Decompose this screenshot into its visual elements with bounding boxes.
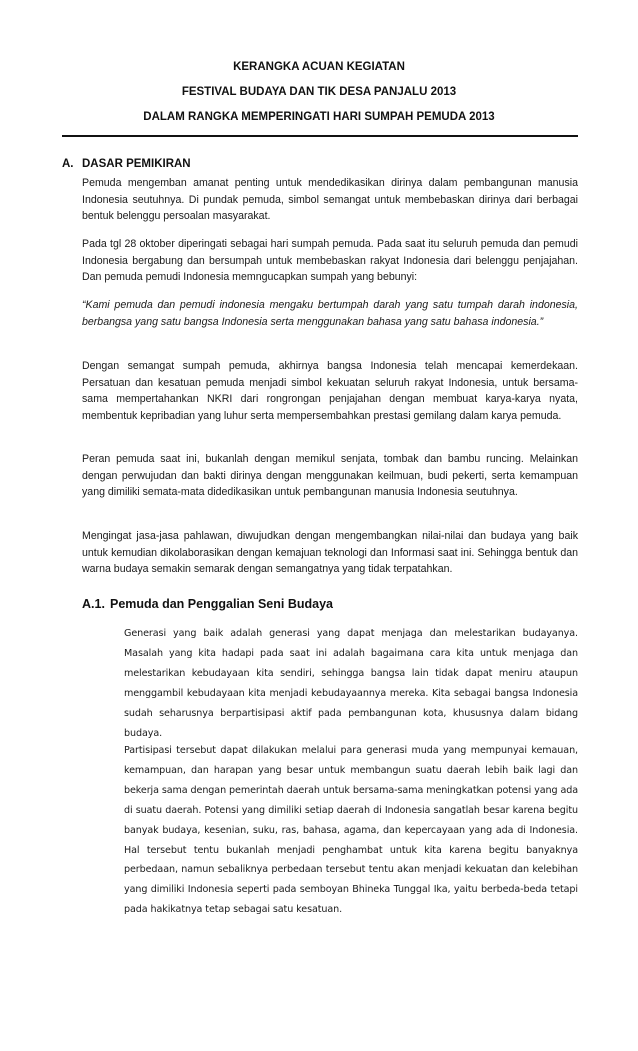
title-block [0, 60, 638, 124]
document-title: KERANGKA ACUAN KEGIATAN [233, 61, 405, 73]
section-a-paragraph-1: Pemuda mengemban amanat penting untuk mendedikasikan dirinya dalam pembangunan manusia Indonesia seutuhnya. Di pundak pemuda, simbol semangat untuk membebaskan dirinya dari berbagai bentuk belenggu persoalan masyarakat. [82, 177, 578, 222]
section-a-paragraph-2: Pada tgl 28 oktober diperingati sebagai hari sumpah pemuda. Pada saat itu seluruh pemuda dan pemudi Indonesia bergabung dan bersumpah untuk membebaskan rakyat Indonesia dari belenggu penjajahan. Dan pemuda pemudi Indonesia memngucapkan sumpah yang bebunyi: [82, 238, 578, 283]
section-a-paragraph-4: Dengan semangat sumpah pemuda, akhirnya bangsa Indonesia telah mencapai kemerdekaan. Persatuan dan kesatuan pemuda menjadi simbol kekuatan seluruh rakyat Indonesia, untuk bersama-sama mempertahankan NKRI dari rongrongan penjajahan dengan membuat karya-karya nyata, membentuk kepribadian yang luhur serta mempersembahkan prestasi gemilang dalam karya pemuda. [82, 360, 578, 422]
section-a-paragraph-5: Peran pemuda saat ini, bukanlah dengan memikul senjata, tombak dan bambu runcing. Melainkan dengan perwujudan dan bakti dirinya dengan menggunakan keilmuan, budi pekerti, serta kemampuan yang dimiliki semata-mata didedikasikan untuk pembangunan manusia Indonesia seutuhnya. [82, 453, 578, 498]
section-a-heading [62, 158, 191, 170]
document-subtitle-occasion: DALAM RANGKA MEMPERINGATI HARI SUMPAH PEMUDA 2013 [143, 111, 495, 123]
section-a-paragraph-6: Mengingat jasa-jasa pahlawan, diwujudkan dengan mengembangkan nilai-nilai dan budaya yang baik untuk kemudian dikolaborasikan dengan kemajuan teknologi dan Informasi saat ini. Sehingga bentuk dan warna budaya semakin semarak dengan semangatnya yang tidak terpatahkan. [82, 530, 578, 575]
subsection-a1-number: A.1. [82, 597, 105, 611]
document-subtitle-event: FESTIVAL BUDAYA DAN TIK DESA PANJALU 2013 [181, 86, 457, 98]
title-divider [62, 135, 578, 137]
oath-quote: “Kami pemuda dan pemudi indonesia mengaku bertumpah darah yang satu tumpah darah indonesia, berbangsa yang satu bangsa Indonesia serta menggunakan bahasa yang satu bahasa indonesia.” [82, 299, 578, 328]
section-a-number: A. [62, 158, 74, 170]
section-a-title: DASAR PEMIKIRAN [82, 158, 191, 170]
subsection-a1-heading [82, 597, 333, 611]
subsection-a1-paragraph-1: Generasi yang baik adalah generasi yang dapat menjaga dan melestarikan budayanya. Masalah yang kita hadapi pada saat ini adalah bagaimana cara kita untuk menjaga dan melestarikan kebudayaan kita sendiri, sehingga bangsa lain tidak dapat meniru ataupun menggambil kebudayaan kita menjadi kebudayaannya mereka. Kita sebagai bangsa Indonesia sudah seharusnya berpartisipasi aktif pada pembangunan kota, khususnya dalam bidang budaya. [124, 628, 578, 739]
subsection-a1-paragraph-2: Partisipasi tersebut dapat dilakukan melalui para generasi muda yang mempunyai kemauan, kemampuan, dan harapan yang besar untuk membangun suatu daerah lebih baik lagi dan bekerja sama dengan pemerintah daerah untuk bersama-sama meningkatkan potensi yang ada di suatu daerah. Potensi yang dimiliki setiap daerah di Indonesia sangatlah besar karena begitu banyak budaya, kesenian, suku, ras, bahasa, agama, dan kepercayaan yang ada di Indonesia. Hal tersebut tentu bukanlah menjadi penghambat untuk kita karena begitu banyaknya perbedaan, namun sebaliknya perbedaan tersebut tentu akan menjadi kekuatan dan kelebihan yang dimiliki Indonesia seperti pada semboyan Bhineka Tunggal Ika, yaitu berbeda-beda tetapi pada hakikatnya tetap sebagai satu kesatuan. [124, 745, 578, 916]
subsection-a1-title: Pemuda dan Penggalian Seni Budaya [110, 597, 333, 611]
